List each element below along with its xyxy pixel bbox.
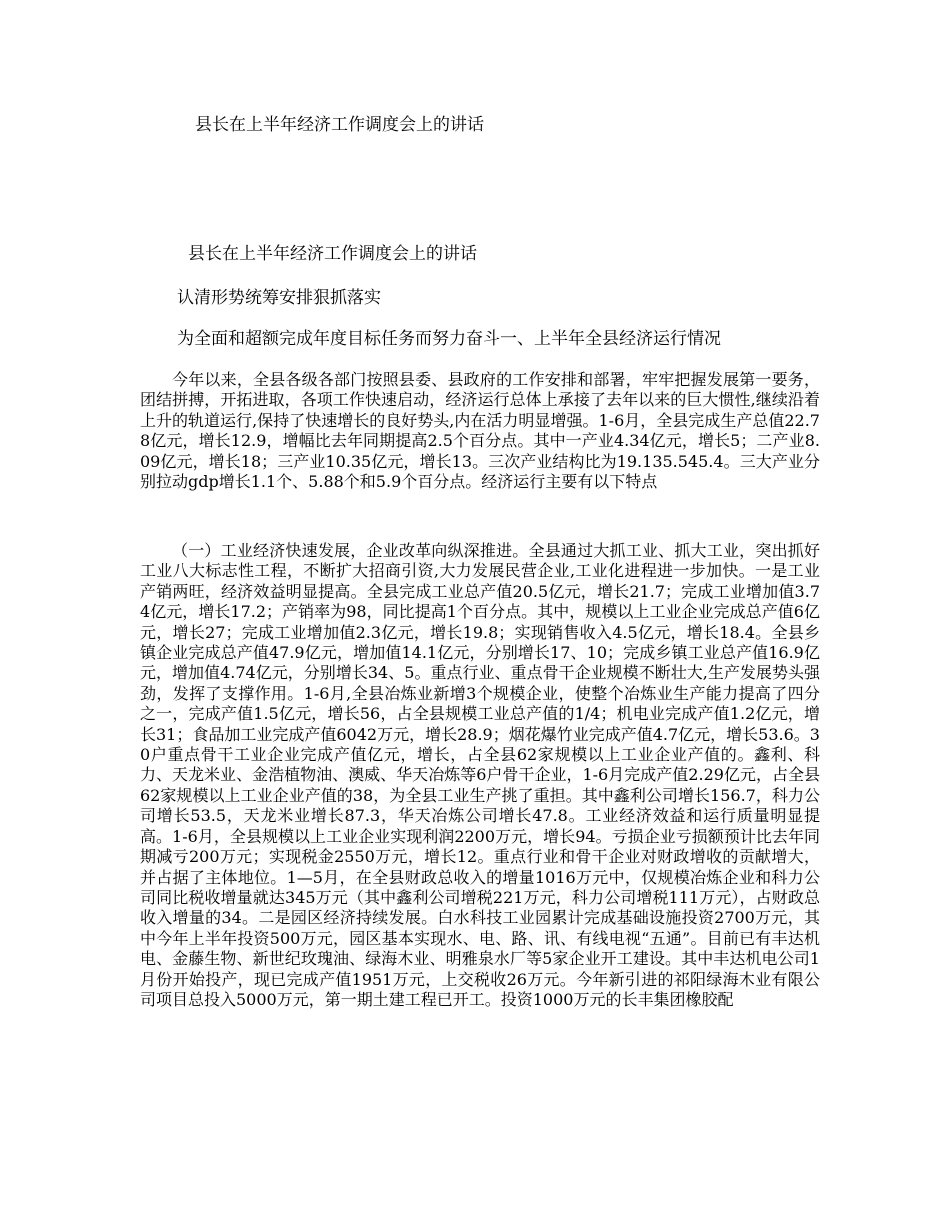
paragraph-1: 今年以来，全县各级各部门按照县委、县政府的工作安排和部署，牢牢把握发展第一要务，团结拼搏，开拓进取，各项工作快速启动，经济运行总体上承接了去年以来的巨大惯性,继续沿着上升的轨道运行,保持了快速增长的良好势头,内在活力明显增强。1-6月，全县完成生产总值22.78亿元，增长12.9，增幅比去年同期提高2.5个百分点。其中一产业4.34亿元，增长5；二产业8.09亿元，增长18；三产业10.35亿元，增长13。三次产业结构比为19.135.545.4。三大产业分别拉动gdp增长1.1个、5.88个和5.9个百分点。经济运行主要有以下特点 bbox=[140, 370, 820, 492]
paragraph-2: （一）工业经济快速发展，企业改革向纵深推进。全县通过大抓工业、抓大工业，突出抓好工业八大标志性工程，不断扩大招商引资,大力发展民营企业,工业化进程进一步加快。一是工业产销两旺，经济效益明显提高。全县完成工业总产值20.5亿元，增长21.7；完成工业增加值3.74亿元，增长17.2；产销率为98，同比提高1个百分点。其中，规模以上工业企业完成总产值6亿元，增长27；完成工业增加值2.3亿元，增长19.8；实现销售收入4.5亿元，增长18.4。全县乡镇企业完成总产值47.9亿元，增加值14.1亿元，分别增长17、10；完成乡镇工业总产值16.9亿元，增加值4.74亿元，分别增长34、5。重点行业、重点骨干企业规模不断壮大,生产发展势头强劲，发挥了支撑作用。1-6月,全县冶炼业新增3个规模企业，使整个冶炼业生产能力提高了四分之一，完成产值1.5亿元，增长56，占全县规模工业总产值的1/4；机电业完成产值1.2亿元，增长31；食品加工业完成产值6042万元，增长28.9；烟花爆竹业完成产值4.7亿元，增长53.6。30户重点骨干工业企业完成产值亿元，增长，占全县62家规模以上工业企业产值的。鑫利、科力、天龙米业、金浩植物油、澳威、华天冶炼等6户骨干企业，1-6月完成产值2.29亿元，占全县62家规模以上工业企业产值的38，为全县工业生产挑了重担。其中鑫利公司增长156.7，科力公司增长53.5，天龙米业增长87.3，华天冶炼公司增长47.8。工业经济效益和运行质量明显提高。1-6月，全县规模以上工业企业实现利润2200万元，增长94。亏损企业亏损额预计比去年同期减亏200万元；实现税金2550万元，增长12。重点行业和骨干企业对财政增收的贡献增大，并占据了主体地位。1—5月，在全县财政总收入的增量1016万元中，仅规模冶炼企业和科力公司同比税收增量就达345万元（其中鑫利公司增税221万元，科力公司增税111万元），占财政总收入增量的34。二是园区经济持续发展。白水科技工业园累计完成基础设施投资2700万元，其中今年上半年投资500万元，园区基本实现水、电、路、讯、有线电视“五通”。目前已有丰达机电、金藤生物、新世纪玫瑰油、绿海木业、明雅泉水厂等5家企业开工建设。其中丰达机电公司1月份开始投产，现已完成产值1951万元，上交税收26万元。今年新引进的祁阳绿海木业有限公司项目总投入5000万元，第一期土建工程已开工。投资1000万元的长丰集团橡胶配 bbox=[140, 541, 820, 1009]
speech-heading: 县长在上半年经济工作调度会上的讲话 bbox=[188, 244, 477, 264]
speech-subheading: 认清形势统筹安排狠抓落实 bbox=[177, 288, 381, 308]
speech-subheading-2: 为全面和超额完成年度目标任务而努力奋斗一、上半年全县经济运行情况 bbox=[177, 329, 721, 349]
document-title: 县长在上半年经济工作调度会上的讲话 bbox=[195, 115, 484, 135]
